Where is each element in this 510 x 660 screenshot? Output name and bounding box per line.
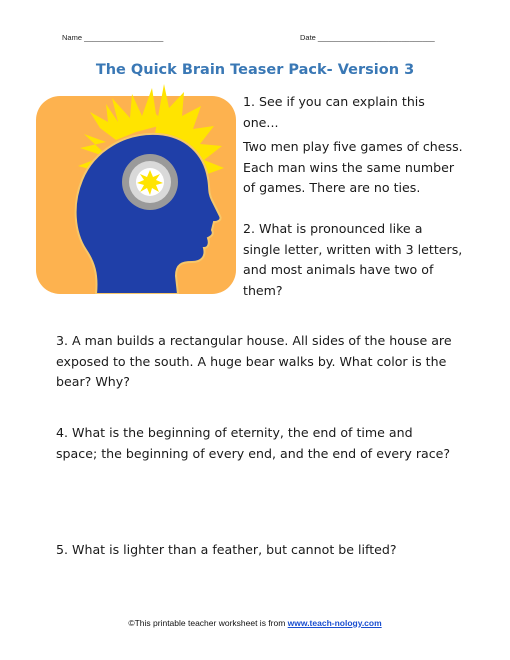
page-title: The Quick Brain Teaser Pack- Version 3 xyxy=(95,62,415,78)
question-4: 4. What is the beginning of eternity, the end of time and space; the beginning of every end, and the end of every race? xyxy=(56,425,451,461)
date-line: Date ____________________________ xyxy=(300,33,435,42)
question-1-body: Two men play five games of chess. Each man wins the same number of games. There are no ties. xyxy=(243,139,463,195)
head-with-glowing-brain-icon xyxy=(36,84,236,294)
question-1-intro: 1. See if you can explain this one... xyxy=(243,94,425,130)
name-line: Name ___________________ xyxy=(62,33,164,42)
question-3: 3. A man builds a rectangular house. All sides of the house are exposed to the south. A huge bear walks by. What color is the bear? Why? xyxy=(56,333,452,389)
question-2: 2. What is pronounced like a single letter, written with 3 letters, and most animals have two of them? xyxy=(243,221,463,298)
footer-credit xyxy=(0,618,510,628)
question-5: 5. What is lighter than a feather, but cannot be lifted? xyxy=(56,542,397,557)
footer-link[interactable]: www.teach-nology.com xyxy=(287,618,382,628)
footer-text: ©This printable teacher worksheet is from xyxy=(128,618,288,628)
